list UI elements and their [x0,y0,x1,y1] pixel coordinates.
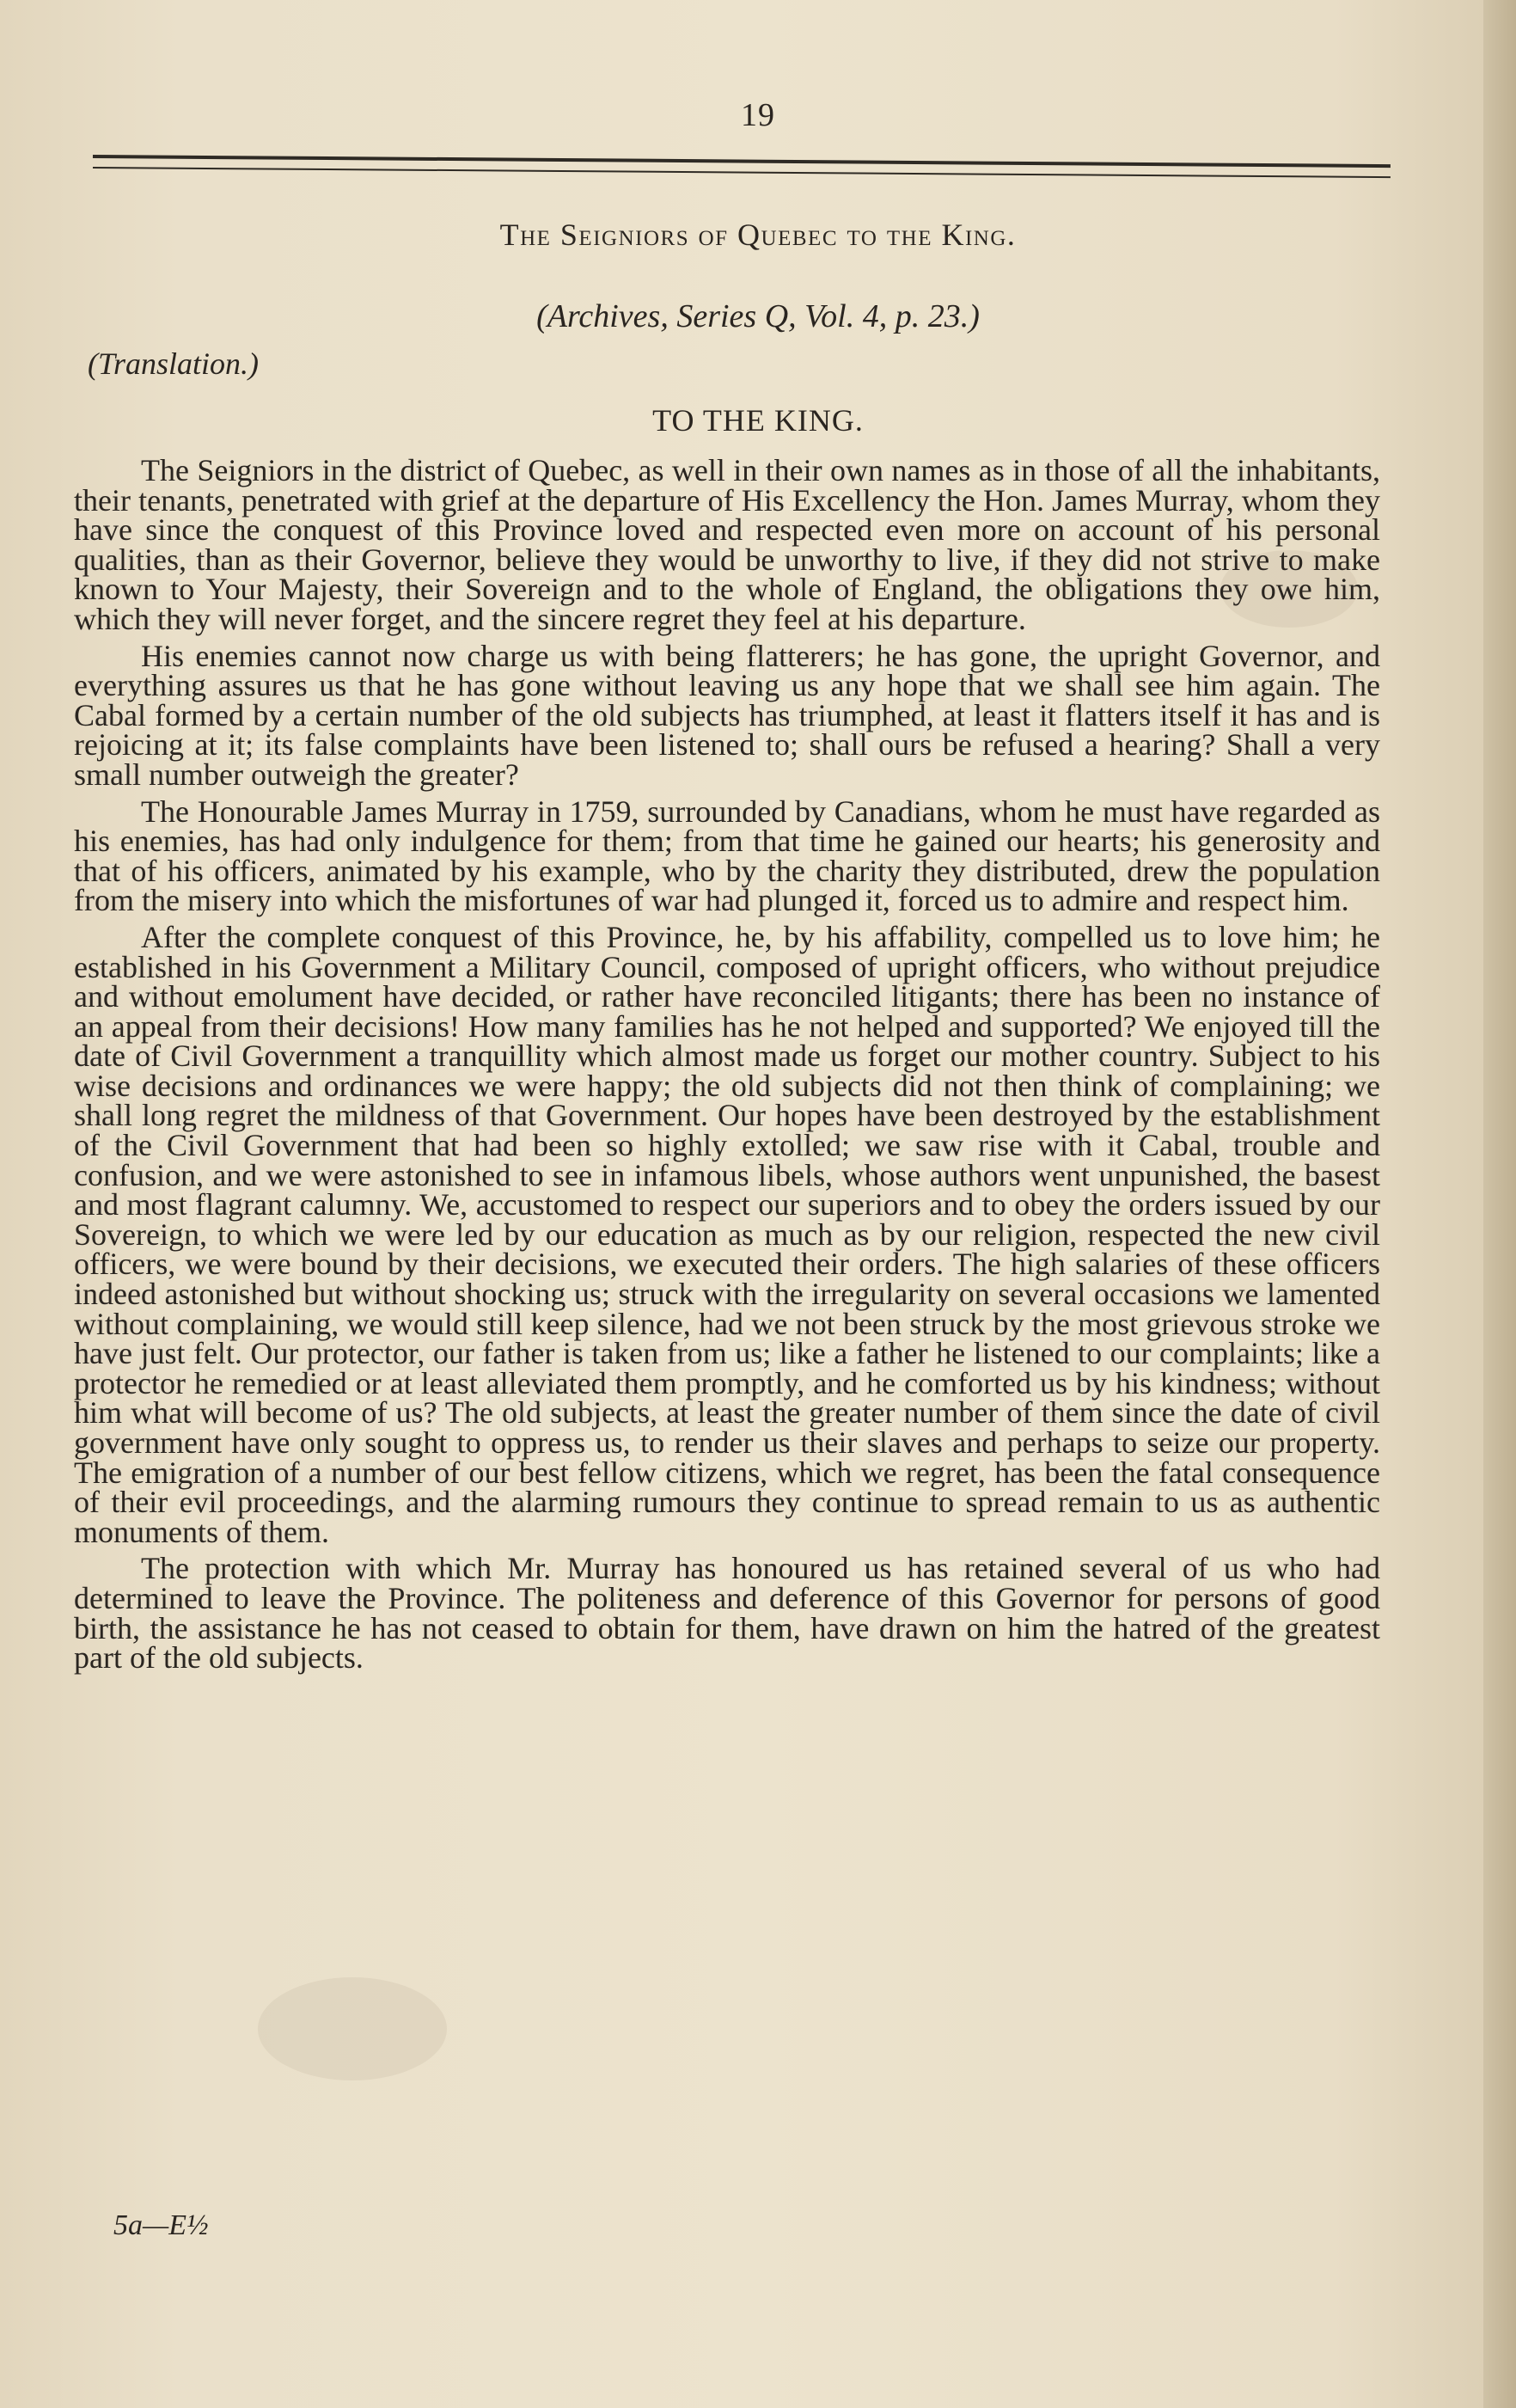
document-title: The Seigniors of Quebec to the King. [499,218,1017,252]
body-paragraph: The Seigniors in the district of Quebec, as well in their own names as in those of all the inhabitants, their tenants, penetrated with grief at the departure of His Excellency the Hon. James Murray, whom they have since the conquest of this Province loved and respected even more on account of his personal qualities, than as their Governor, believe they would be unworthy to live, if they did not strive to make known to Your Majesty, their Sovereign and to the whole of England, the obligations they owe him, which they will never forget, and the sincere regret they feel at his departure. [74,453,1380,636]
letter-heading: TO THE KING. [652,403,864,438]
paper-stain [258,1977,447,2080]
printer-signature-mark: 5a—E½ [113,2209,209,2241]
translation-note: (Translation.) [88,346,260,381]
body-paragraph: His enemies cannot now charge us with being flatterers; he has gone, the upright Governor, and everything assures us that he has gone without leaving us any hope that we shall see him again. The Cabal formed by a certain number of the old subjects has triumphed, at least it flatters itself it has and is rejoicing at it; its false complaints have been listened to; shall ours be refused a hearing? Shall a very small number outweigh the greater? [74,638,1380,792]
body-paragraph: The protection with which Mr. Murray has honoured us has retained several of us who had determined to leave the Province. The politeness and deference of this Governor for persons of good birth, the assistance he has not ceased to obtain for them, have drawn on him the hatred of the greatest part of the old subjects. [74,1551,1380,1676]
archive-source-citation: (Archives, Series Q, Vol. 4, p. 23.) [536,298,980,334]
page-edge-shadow [1483,0,1516,2408]
body-paragraph: The Honourable James Murray in 1759, surrounded by Canadians, whom he must have regarded as his enemies, has had only indulgence for them; from that time he gained our hearts; his generosity and that of his officers, animated by his example, who by the charity they distributed, drew the population from the misery into which the misfortunes of war had plunged it, forced us to admire and respect him. [74,793,1380,918]
body-paragraph: After the complete conquest of this Province, he, by his affability, compelled us to love him; he established in his Government a Military Council, composed of upright officers, who without prejudice and without emolument have decided, or rather have reconciled litigants; there has been no instance of an appeal from their decisions! How many families has he not helped and supported? We enjoyed till the date of Civil Government a tranquillity which almost made us forget our mother country. Subject to his wise decisions and ordinances we were happy; the old subjects did not then think of complaining; we shall long regret the mildness of that Government. Our hopes have been destroyed by the establishment of the Civil Government that had been so highly extolled; we saw rise with it Cabal, trouble and confusion, and we were astonished to see in infamous libels, whose authors went unpunished, the basest and most flagrant calumny. We, accustomed to respect our superiors and to obey the orders issued by our Sovereign, to which we were led by our education as much as by our religion, respected the new civil officers, we were bound by their decisions, we executed their orders. The high salaries of these officers indeed astonished but without shocking us; struck with the irregularity on several occasions we lamented without complaining, we would still keep silence, had we not been struck by the most grievous stroke we have just felt. Our protector, our father is taken from us; like a father he listened to our complaints; like a protector he remedied or at least alleviated them promptly, and he comforted us by his kindness; without him what will become of us? The old subjects, at least the greater number of them since the date of civil government have only sought to oppress us, to render us their slaves and perhaps to seize our property. The emigration of a number of our best fellow citizens, which we regret, has been the fatal consequence of their evil proceedings, and the alarming rumours they continue to spread remain to us as authentic monuments of them. [74,919,1380,1549]
page-number: 19 [741,97,775,133]
letter-body [74,453,1380,1680]
